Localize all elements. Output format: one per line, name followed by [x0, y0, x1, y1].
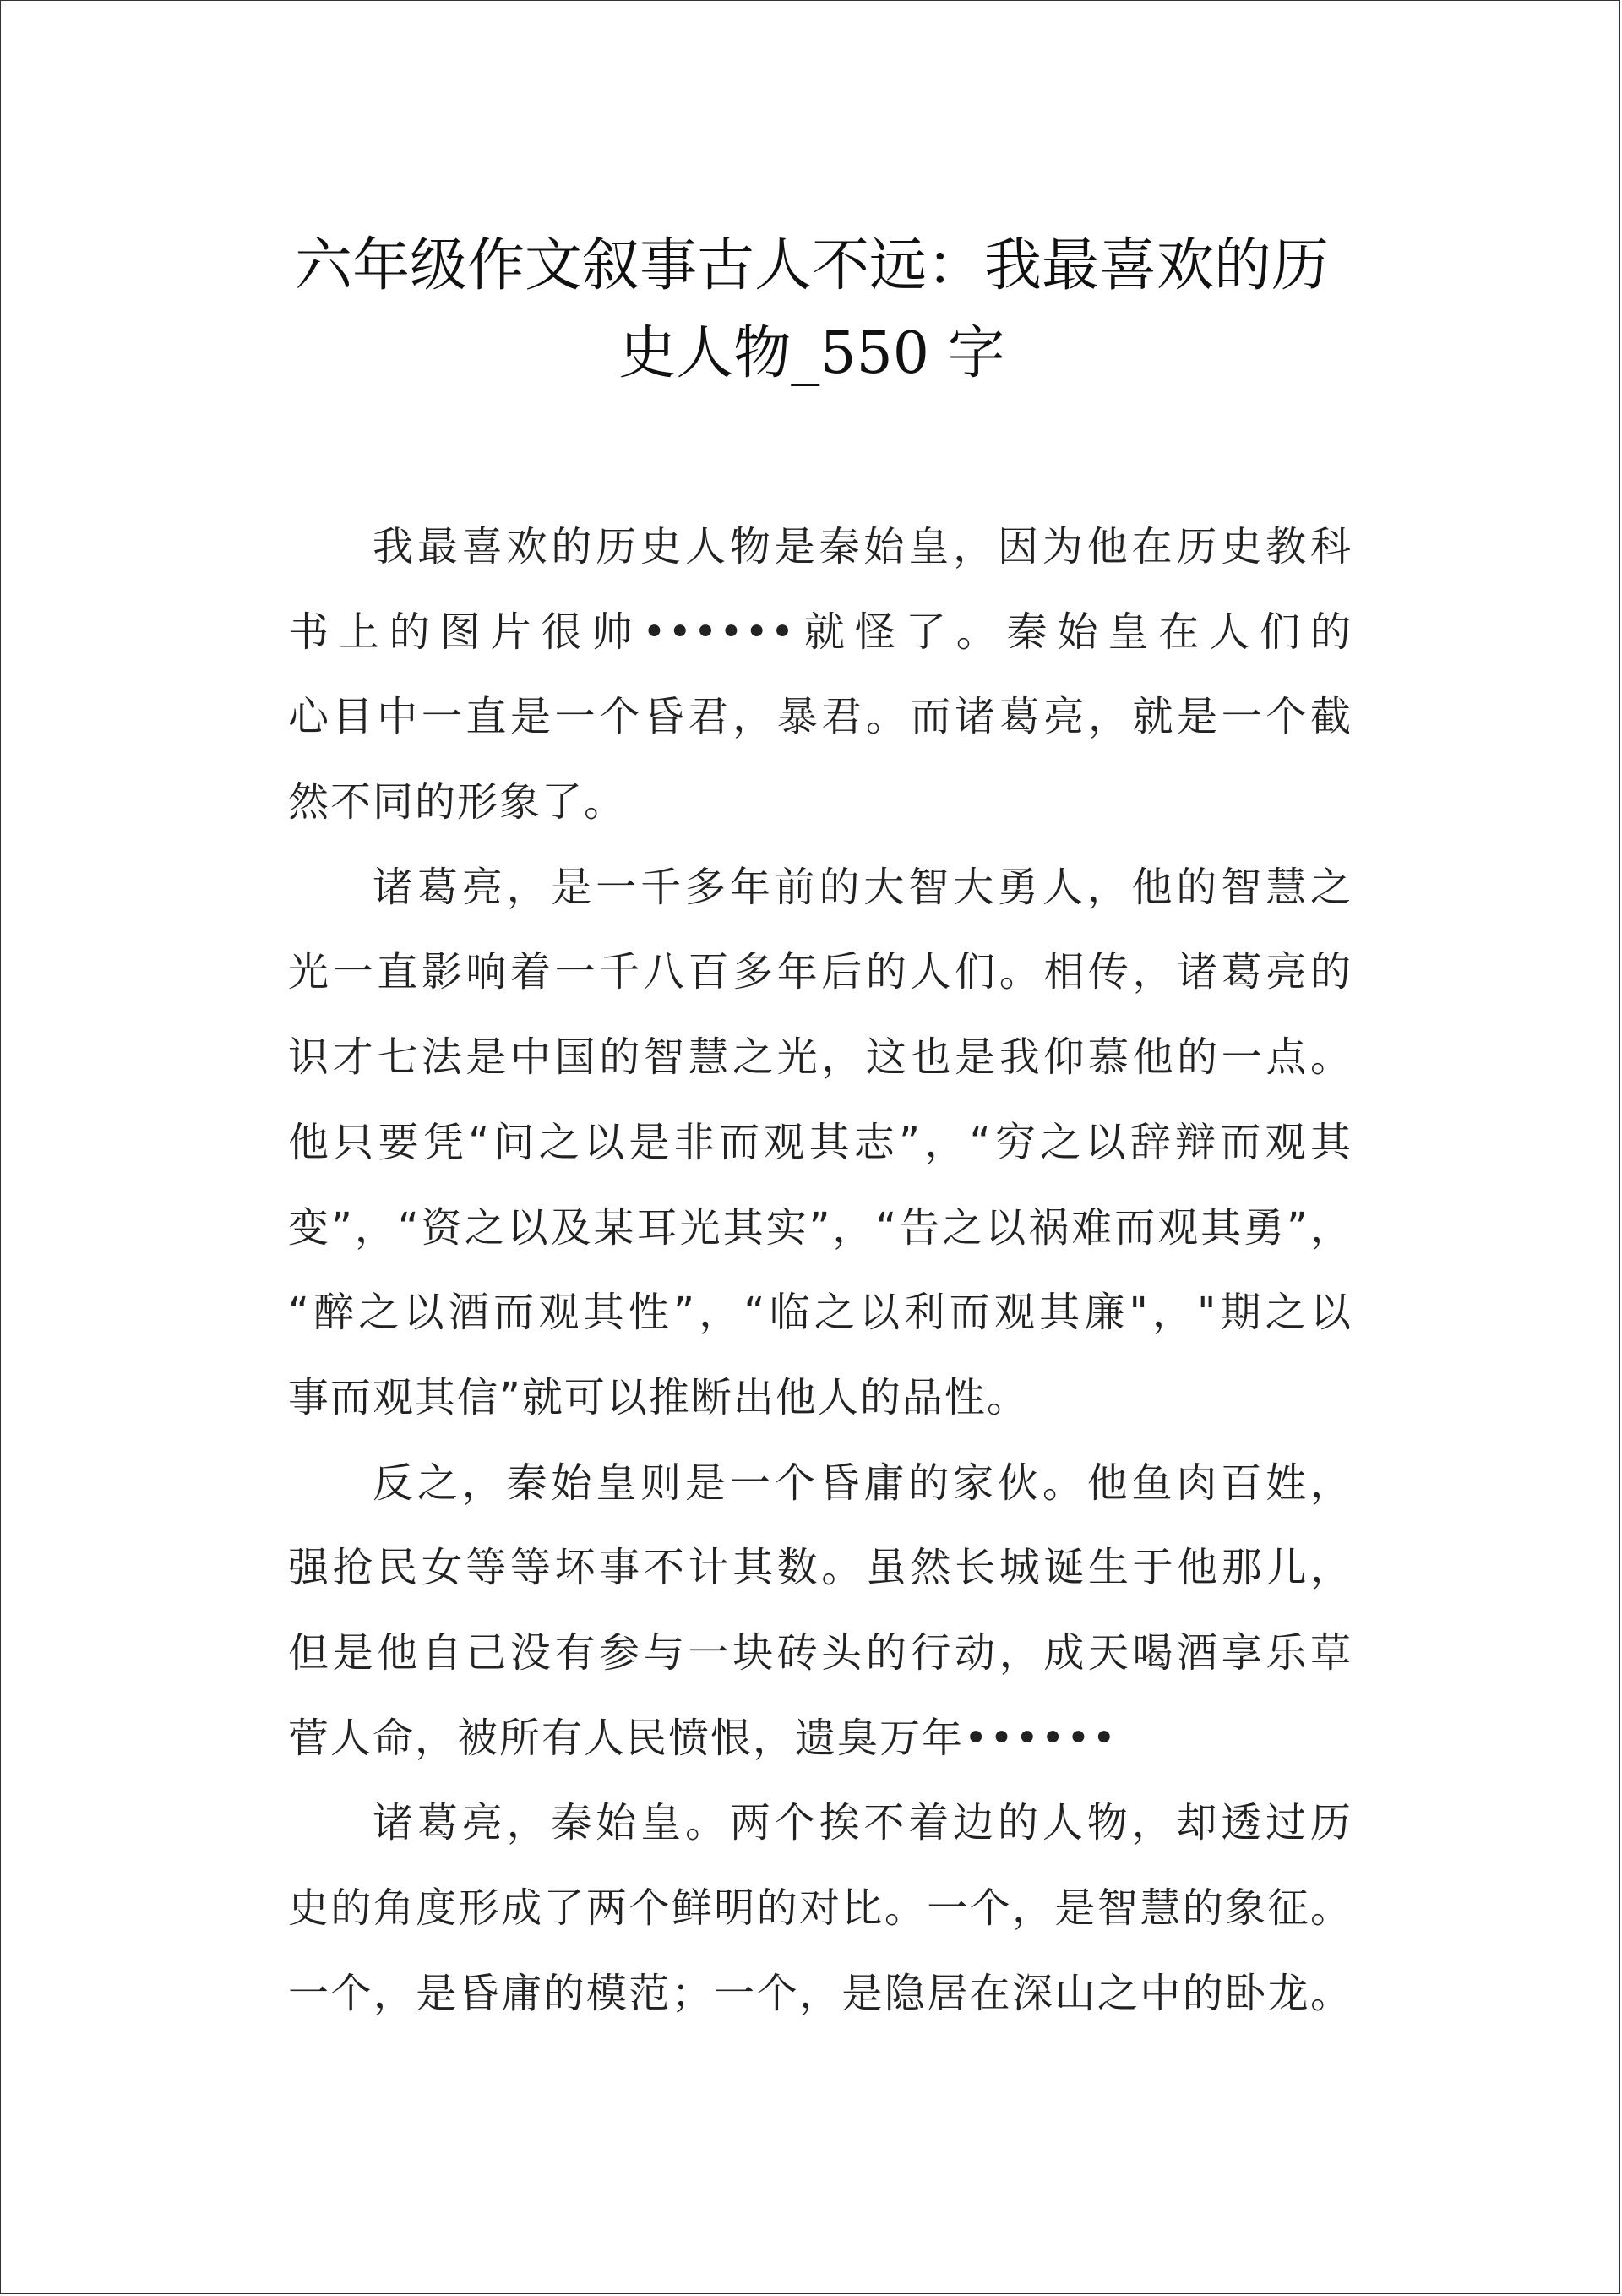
paragraph-line: 他只要凭“问之以是非而观其志”，“穷之以辞辩而观其	[288, 1118, 1353, 1166]
paragraph	[288, 504, 1353, 845]
document-body	[288, 504, 1353, 2036]
paragraph-line: 强抢民女等等坏事不计其数。虽然长城诞生于他那儿，	[288, 1544, 1353, 1592]
paragraph-line: 心目中一直是一个昏君，暴君。而诸葛亮，就是一个截	[288, 693, 1353, 741]
paragraph-line: 书上的图片很帅••••••就怪了。秦始皇在人们的	[288, 608, 1353, 656]
paragraph-line: 我最喜欢的历史人物是秦始皇，因为他在历史教科	[373, 523, 1353, 570]
paragraph-line: 一个，是昏庸的模范；一个，是隐居在深山之中的卧龙。	[288, 1969, 1353, 2017]
title-line-1: 六年级作文叙事古人不远：我最喜欢的历	[294, 232, 1329, 299]
paragraph-line: 诸葛亮，秦始皇。两个挨不着边的人物，却透过历	[373, 1799, 1353, 1847]
paragraph	[288, 845, 1353, 1441]
paragraph-line: 诸葛亮，是一千多年前的大智大勇人，他的智慧之	[373, 863, 1353, 911]
paragraph-line: 识才七法是中国的智慧之光，这也是我仰慕他的一点。	[288, 1033, 1353, 1082]
paragraph-line: 然不同的形象了。	[288, 778, 627, 826]
paragraph-line: “醉之以酒而观其性”，“临之以利而观其廉"，"期之以	[288, 1289, 1353, 1337]
paragraph-line: 反之，秦始皇则是一个昏庸的家伙。他鱼肉百姓，	[373, 1459, 1353, 1507]
title-line-2: 史人物_550 字	[618, 320, 1005, 387]
paragraph-line: 变”，“资之以及某耳光其实”，“告之以祸难而观其勇”，	[288, 1203, 1353, 1252]
paragraph	[288, 1441, 1353, 1781]
paragraph-line: 事而观其信”就可以推断出他人的品性。	[288, 1373, 1029, 1421]
paragraph	[288, 1781, 1353, 2036]
paragraph-line: 菅人命，被所有人民愤恨，遗臭万年••••••	[288, 1714, 1118, 1762]
document-title	[254, 222, 1369, 398]
paragraph-line: 光一直影响着一千八百多年后的人们。相传，诸葛亮的	[288, 948, 1353, 996]
paragraph-line: 史的角度形成了两个鲜明的对比。一个，是智慧的象征。	[288, 1884, 1353, 1932]
paragraph-line: 但是他自己没有参与一块砖头的行动，成天喝酒享乐草	[288, 1628, 1353, 1677]
